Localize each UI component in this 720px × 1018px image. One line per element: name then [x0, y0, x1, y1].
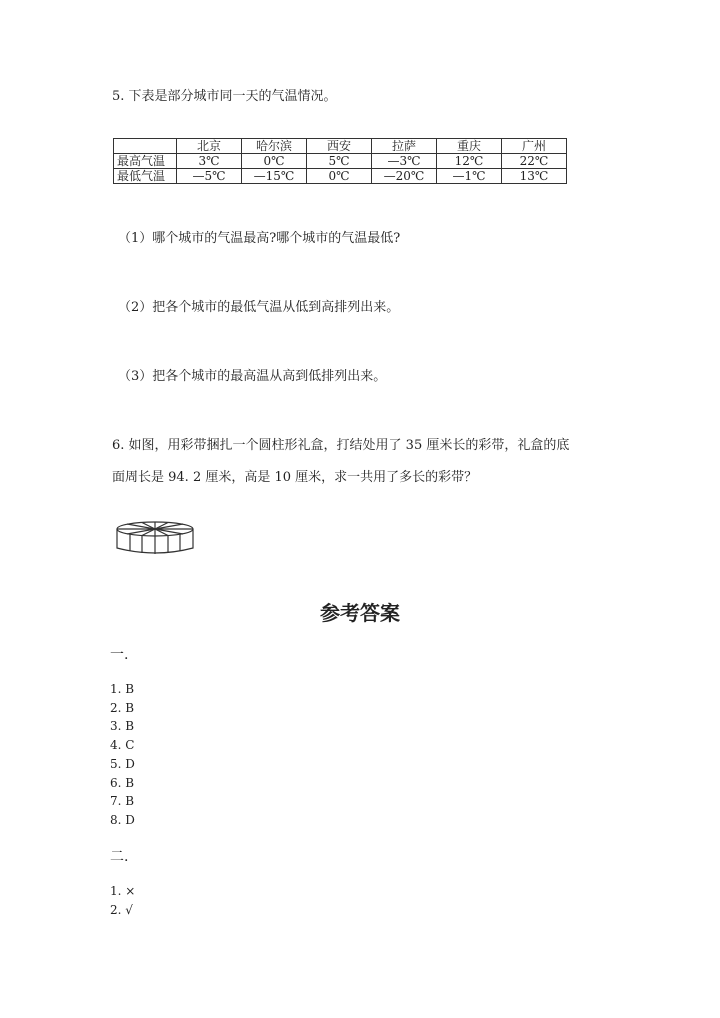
header-city-beijing: 北京 — [177, 139, 242, 154]
question-6-line-2: 面周长是 94. 2 厘米，高是 10 厘米，求一共用了多长的彩带？ — [112, 470, 478, 485]
list-item: 3. B — [110, 719, 135, 734]
question-5-part-3: （3）把各个城市的最高温从高到低排列出来。 — [118, 369, 387, 384]
answer-section-1-heading: 一. — [110, 647, 129, 663]
list-item: 1. B — [110, 682, 135, 696]
answer-section-2-heading: 二. — [110, 849, 129, 865]
table-cell: 3℃ — [177, 154, 242, 169]
table-cell: 0℃ — [242, 154, 307, 169]
table-cell: —20℃ — [372, 169, 437, 184]
table-row-min-temp — [114, 169, 567, 184]
list-item: 4. C — [110, 738, 135, 753]
row-label-max-temp: 最高气温 — [114, 154, 177, 169]
table-cell: 12℃ — [437, 154, 502, 169]
table-cell: —15℃ — [242, 169, 307, 184]
table-cell: —3℃ — [372, 154, 437, 169]
table-cell: 0℃ — [307, 169, 372, 184]
table-corner-cell — [114, 139, 177, 154]
list-item: 8. D — [110, 812, 135, 827]
header-city-xian: 西安 — [307, 139, 372, 154]
question-6-line-1: 6. 如图，用彩带捆扎一个圆柱形礼盒，打结处用了 35 厘米长的彩带，礼盒的底 — [112, 438, 570, 453]
table-cell: —5℃ — [177, 169, 242, 184]
table-cell: 5℃ — [307, 154, 372, 169]
gift-box-illustration — [114, 518, 196, 560]
table-cell: 22℃ — [502, 154, 567, 169]
list-item: 2. √ — [110, 902, 133, 917]
question-5-part-2: （2）把各个城市的最低气温从低到高排列出来。 — [118, 300, 400, 315]
answer-section-1-list — [110, 680, 135, 830]
cylinder-gift-box-icon — [114, 518, 196, 556]
row-label-min-temp: 最低气温 — [114, 169, 177, 184]
question-5-title: 5. 下表是部分城市同一天的气温情况。 — [112, 89, 337, 104]
question-5-part-1: （1）哪个城市的气温最高?哪个城市的气温最低? — [118, 231, 401, 246]
answer-section-2-list — [110, 882, 135, 919]
list-item: 5. D — [110, 756, 135, 771]
table-row-max-temp — [114, 154, 567, 169]
answer-key-title: 参考答案 — [320, 601, 400, 625]
list-item: 1. × — [110, 884, 136, 898]
table-cell: 13℃ — [502, 169, 567, 184]
header-city-guangzhou: 广州 — [502, 139, 567, 154]
list-item: 7. B — [110, 794, 135, 809]
list-item: 6. B — [110, 775, 135, 790]
list-item: 2. B — [110, 700, 135, 715]
header-city-lhasa: 拉萨 — [372, 139, 437, 154]
table-header-row — [114, 139, 567, 154]
temperature-table — [113, 138, 567, 184]
header-city-harbin: 哈尔滨 — [242, 139, 307, 154]
header-city-chongqing: 重庆 — [437, 139, 502, 154]
table-cell: —1℃ — [437, 169, 502, 184]
